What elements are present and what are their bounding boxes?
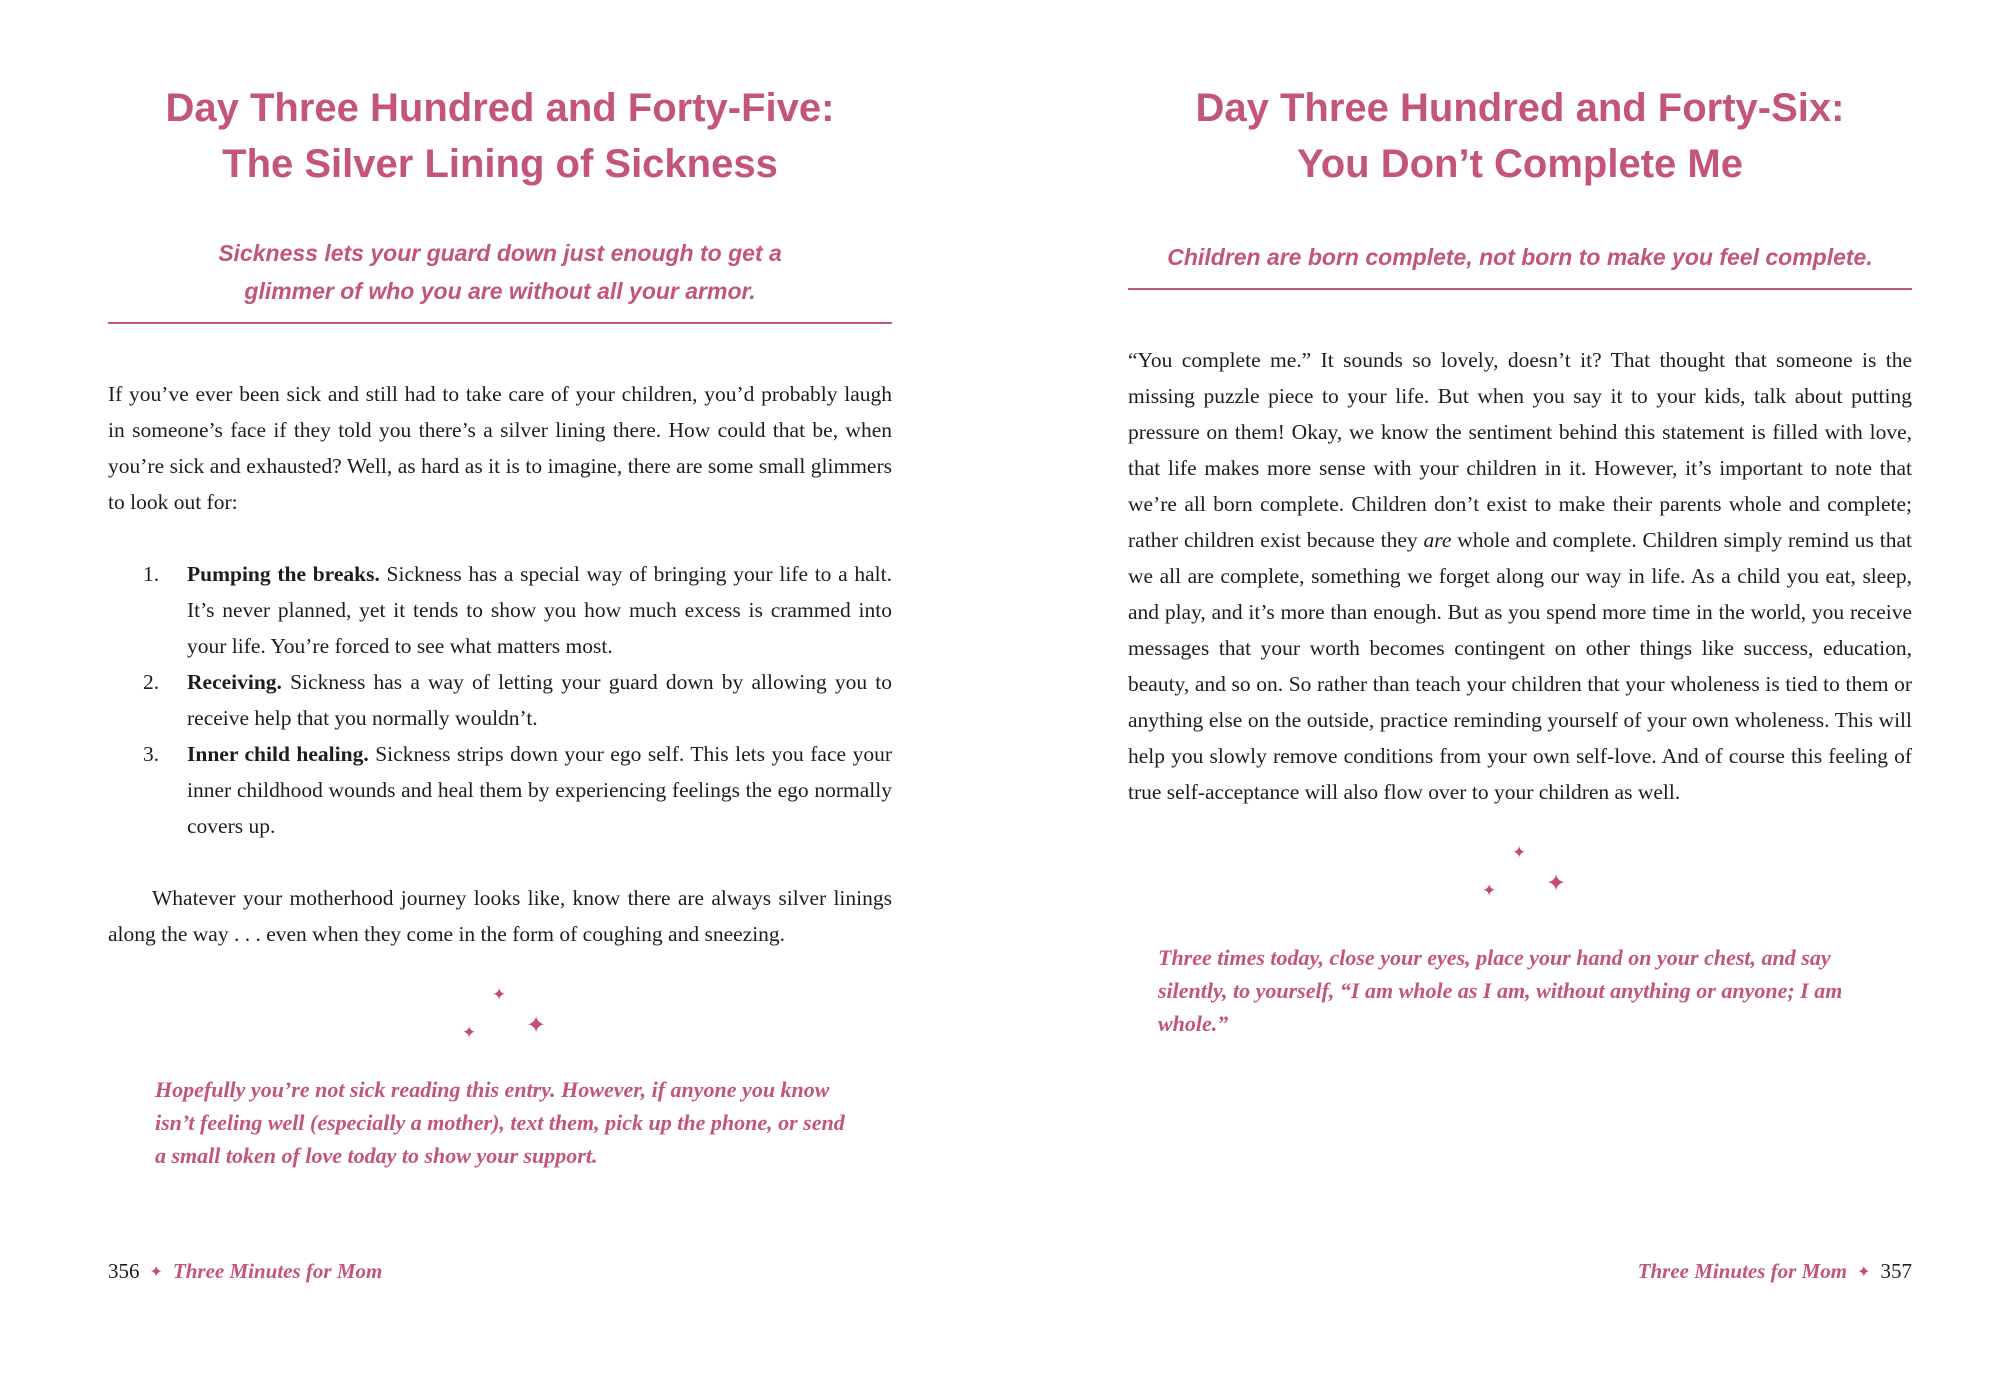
left-closing-paragraph: Whatever your motherhood journey looks like, know there are always silver linings along the way . . . even when they come in the form of coughing and sneezing.: [108, 886, 892, 946]
sparkle-icon: ✦: [1546, 871, 1567, 897]
list-item-number: 2.: [143, 670, 160, 694]
sparkle-icon: ✦: [1857, 1264, 1871, 1281]
left-epigraph-line2: glimmer of who you are without all your armor.: [244, 278, 756, 304]
list-item: [108, 556, 892, 664]
list-item-text: Sickness has a way of letting your guard down by allowing you to receive help that you normally wouldn’t.: [187, 670, 892, 730]
left-chapter-title-line2: The Silver Lining of Sickness: [222, 142, 778, 186]
sparkle-icon: ✦: [149, 1264, 163, 1281]
left-epigraph-line1: Sickness lets your guard down just enough to get a: [218, 240, 782, 266]
sparkle-icon: ✦: [1512, 843, 1527, 862]
sparkle-icon: ✦: [1482, 881, 1497, 900]
right-body-italic-word: are: [1423, 528, 1452, 552]
sparkle-icon: ✦: [526, 1013, 547, 1039]
running-book-title: Three Minutes for Mom: [1637, 1259, 1848, 1283]
sparkle-icon: ✦: [492, 985, 507, 1004]
left-epigraph: [108, 234, 892, 310]
list-item-text: Sickness has a special way of bringing your life to a halt. It’s never planned, yet it tends to show you how much excess is crammed into your life. You’re forced to see what matters most.: [187, 562, 893, 658]
list-item-text: Sickness strips down your ego self. This lets you face your inner childhood wounds and heal them by experiencing feelings the ego normally covers up.: [187, 742, 892, 838]
list-item: [108, 664, 892, 736]
list-item-number: 1.: [143, 562, 160, 586]
right-daily-prompt: Three times today, close your eyes, place your hand on your chest, and say silently, to yourself, “I am whole as I am, without anything or anyone; I am whole.”: [1158, 945, 1843, 1036]
list-item-lead: Pumping the breaks.: [187, 562, 380, 586]
right-divider-rule: [1128, 288, 1912, 290]
right-epigraph-line1: Children are born complete, not born to make you feel complete.: [1167, 244, 1873, 270]
right-page: [1128, 0, 1912, 1377]
running-book-title: Three Minutes for Mom: [172, 1259, 383, 1283]
list-item-number: 3.: [143, 742, 160, 766]
list-item-lead: Receiving.: [187, 670, 282, 694]
left-footer: [108, 1259, 892, 1285]
list-item-lead: Inner child healing.: [187, 742, 369, 766]
left-sparkle-cluster: [440, 980, 560, 1065]
page-number: 356: [108, 1259, 140, 1283]
list-item: [108, 736, 892, 844]
right-body-part1: “You complete me.” It sounds so lovely, doesn’t it? That thought that someone is the missing puzzle piece to your life. But when you say it to your kids, talk about putting pressure on them! Okay, we know the sentiment behind this statement is filled with love, that life makes more sense with your children in it. However, it’s important to note that we’re all born complete. Children don’t exist to make their parents whole and complete; rather children exist because they: [1128, 348, 1912, 552]
right-chapter-title: [1128, 80, 1912, 192]
left-page: [108, 0, 892, 1377]
glimmer-list: [108, 556, 892, 844]
right-sparkle-cluster: [1460, 838, 1580, 923]
page-number: 357: [1880, 1259, 1912, 1283]
right-body-part2: whole and complete. Children simply remind us that we all are complete, something we forget along our way in life. As a child you eat, sleep, and play, and it’s more than enough. But as you spend more time in the world, you receive messages that your worth becomes contingent on other things like success, education, beauty, and so on. So rather than teach your children that your wholeness is tied to them or anything else on the outside, practice reminding yourself of your own wholeness. This will help you slowly remove conditions from your own self-love. And of course this feeling of true self-acceptance will also flow over to your children as well.: [1128, 528, 1912, 804]
right-epigraph: [1128, 238, 1912, 276]
left-daily-prompt: Hopefully you’re not sick reading this entry. However, if anyone you know isn’t feeling well (especially a mother), text them, pick up the phone, or send a small token of love today to show your support.: [155, 1077, 845, 1168]
right-body-paragraph: [1128, 342, 1912, 810]
right-chapter-title-line2: You Don’t Complete Me: [1297, 142, 1743, 186]
right-chapter-title-line1: Day Three Hundred and Forty-Six:: [1195, 86, 1845, 130]
left-divider-rule: [108, 322, 892, 324]
left-chapter-title-line1: Day Three Hundred and Forty-Five:: [165, 86, 835, 130]
right-footer: [1128, 1259, 1912, 1285]
left-chapter-title: [108, 80, 892, 192]
left-intro-paragraph: If you’ve ever been sick and still had to take care of your children, you’d probably laugh in someone’s face if they told you there’s a silver lining there. How could that be, when you’re sick and exhausted? Well, as hard as it is to imagine, there are some small glimmers to look out for:: [108, 382, 892, 514]
sparkle-icon: ✦: [462, 1023, 477, 1042]
